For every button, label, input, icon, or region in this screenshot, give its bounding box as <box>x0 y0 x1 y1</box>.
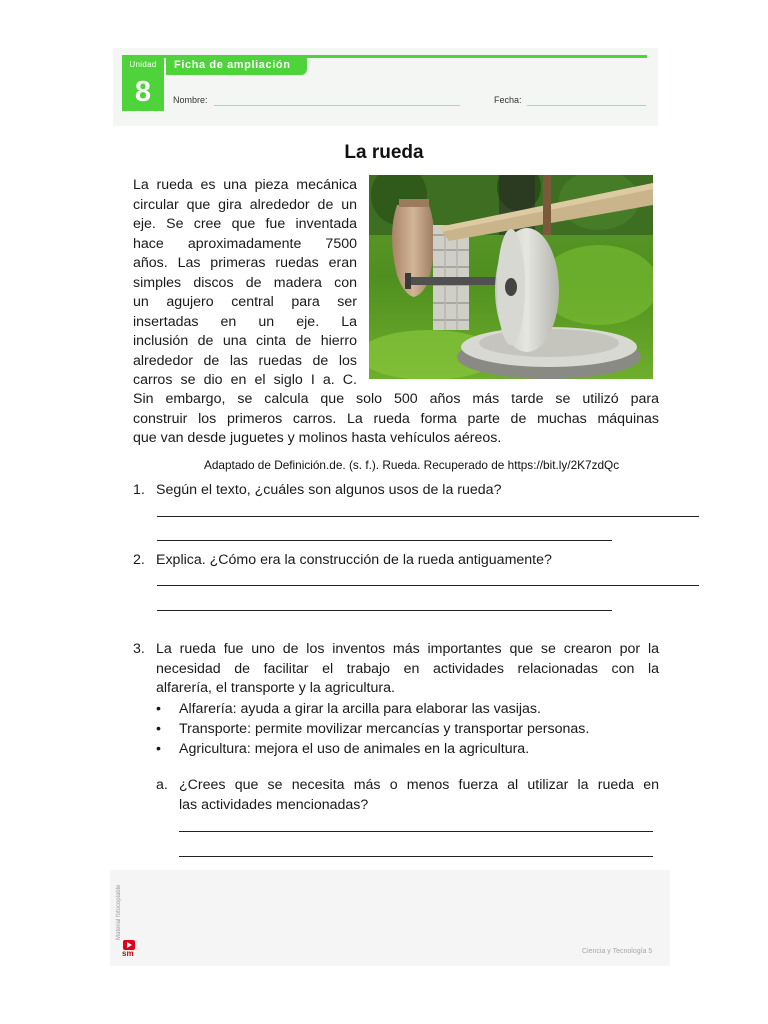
answer-line[interactable] <box>157 540 612 541</box>
list-item: • Alfarería: ayuda a girar la arcilla para elaborar las vasijas. <box>156 699 589 719</box>
question-text <box>156 640 659 699</box>
publisher-logo <box>122 940 136 958</box>
question-line: las actividades mencionadas? <box>179 796 369 813</box>
intro-line: construir los primeros carros. La rueda forma parte de muchas máquinas <box>133 410 659 427</box>
question-line: ¿Crees que se necesita más o menos fuerza al utilizar la rueda en <box>179 777 659 793</box>
unit-label: Unidad <box>129 60 157 69</box>
bullet-list <box>156 699 589 759</box>
question-text: Según el texto, ¿cuáles son algunos usos de la rueda? <box>156 482 502 498</box>
answer-line[interactable] <box>157 585 699 586</box>
source-citation: Adaptado de Definición.de. (s. f.). Rueda. Recuperado de https://bit.ly/2K7zdQc <box>204 458 620 472</box>
question-number: 3. <box>133 641 145 657</box>
page-title: La rueda <box>344 142 424 163</box>
intro-line: que van desde juguetes y molinos hasta vehículos aéreos. <box>133 430 502 446</box>
sub-question-text <box>179 776 659 815</box>
intro-line: inclusión de una cinta de hierro <box>133 333 357 349</box>
list-item: • Agricultura: mejora el uso de animales en la agricultura. <box>156 739 589 759</box>
unit-badge <box>122 55 164 111</box>
question-line: La rueda fue uno de los inventos más importantes que se crearon por la <box>156 641 659 657</box>
intro-line: Sin embargo, se calcula que solo 500 años más tarde se utilizó para <box>133 391 659 407</box>
sub-question-letter: a. <box>156 777 168 793</box>
answer-line[interactable] <box>179 856 653 857</box>
millstone-photo <box>369 175 653 379</box>
date-label: Fecha: <box>494 95 522 105</box>
logo-text: sm <box>122 949 134 958</box>
intro-line: alrededor de las ruedas de los <box>133 352 357 369</box>
intro-line: hace aproximadamente 7500 <box>133 235 357 252</box>
date-field[interactable] <box>527 105 646 106</box>
intro-line: insertadas en un eje. La <box>133 313 357 330</box>
intro-line: simples discos de madera con <box>133 274 357 291</box>
footer-vertical-text: Material fotocopiable <box>116 884 122 940</box>
unit-number: 8 <box>134 76 152 108</box>
intro-line: eje. Se cree que fue inventada <box>133 216 357 232</box>
question-line: alfarería, el transporte y la agricultura. <box>156 680 395 696</box>
question-number: 2. <box>133 552 145 568</box>
footer-course: Ciencia y Tecnología 5 <box>582 948 653 955</box>
intro-line: carros se dio en el siglo I a. C. <box>133 372 357 388</box>
millstone-illustration <box>369 175 653 379</box>
answer-line[interactable] <box>157 610 612 611</box>
intro-continuation <box>133 390 659 449</box>
intro-line: circular que gira alrededor de un <box>133 196 357 213</box>
list-item: • Transporte: permite movilizar mercancías y transportar personas. <box>156 719 589 739</box>
intro-line: años. Las primeras ruedas eran <box>133 255 357 271</box>
question-text: Explica. ¿Cómo era la construcción de la rueda antiguamente? <box>156 552 552 568</box>
answer-line[interactable] <box>179 831 653 832</box>
name-label: Nombre: <box>173 95 208 105</box>
question-line: necesidad de facilitar el trabajo en actividades relacionadas con la <box>156 660 659 677</box>
intro-line: un agujero central para ser <box>133 294 357 310</box>
worksheet-type-tab: Ficha de ampliación <box>166 55 307 75</box>
question-number: 1. <box>133 482 145 498</box>
name-field[interactable] <box>214 105 460 106</box>
intro-paragraph <box>133 176 357 391</box>
answer-line[interactable] <box>157 516 699 517</box>
intro-line: La rueda es una pieza mecánica <box>133 177 357 193</box>
